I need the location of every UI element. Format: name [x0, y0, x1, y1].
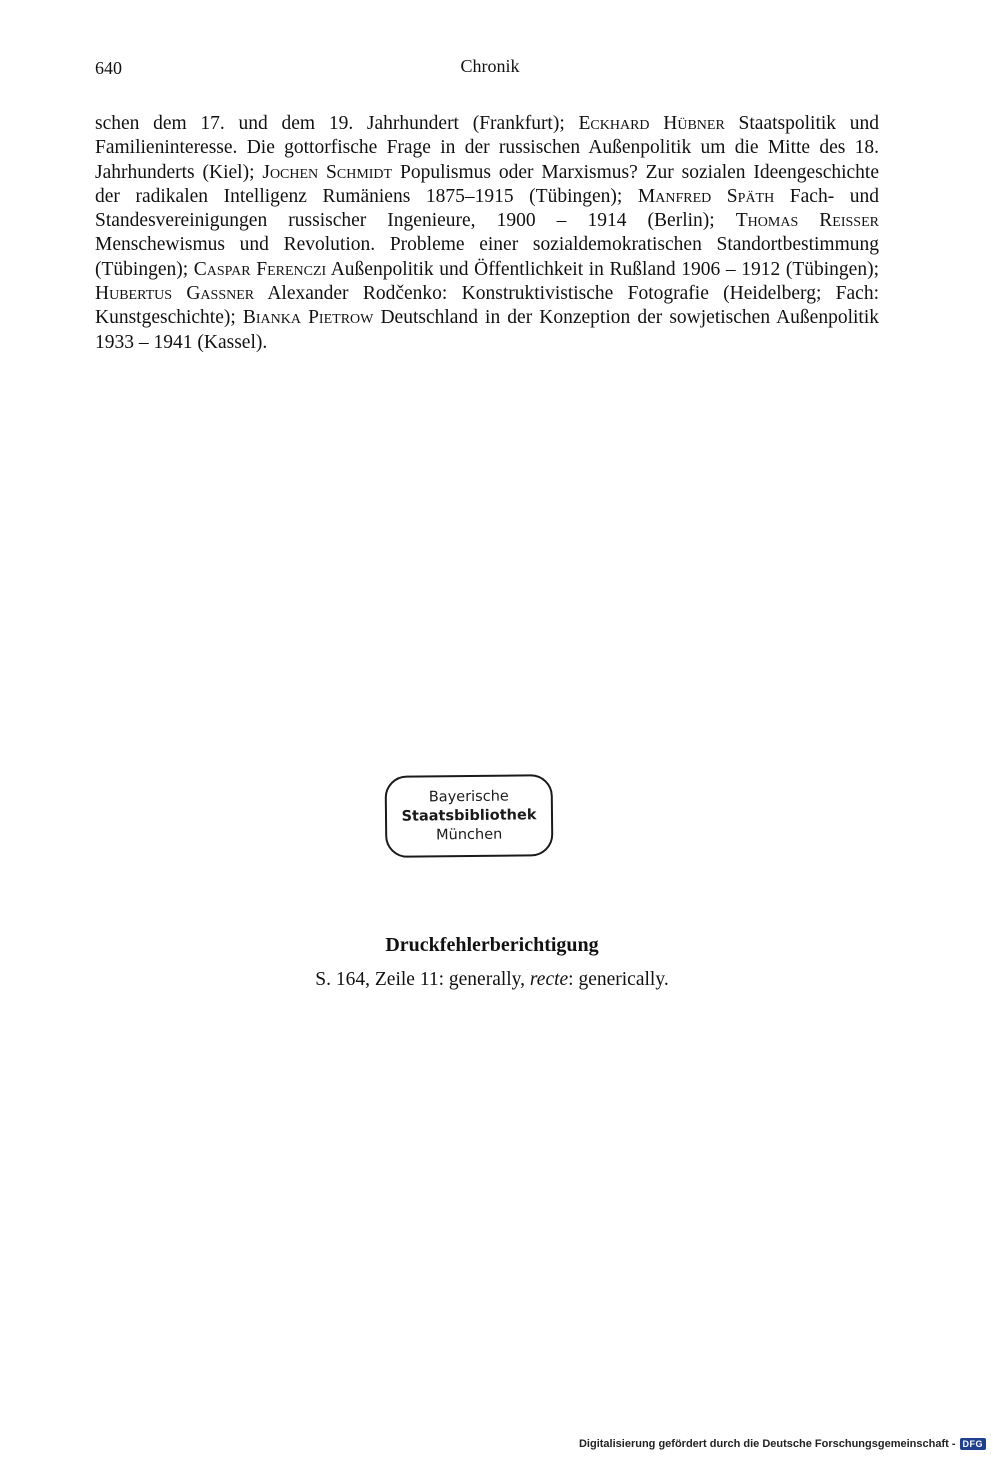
- dfg-logo-icon: DFG: [960, 1438, 987, 1450]
- errata-suffix: : generically.: [568, 969, 669, 990]
- author-name: Caspar Ferenczi: [193, 258, 327, 280]
- text-segment: Deutschland in der Konzeption der sowjetischen Außenpolitik 1933 – 1941 (Kassel).: [95, 307, 879, 353]
- chronik-paragraph: [95, 112, 879, 355]
- library-stamp: [385, 774, 554, 858]
- text-segment: Fach- und Standesvereinigungen russischer Ingenieure, 1900 – 1914 (Berlin);: [95, 185, 880, 232]
- errata-prefix: S. 164, Zeile 11: generally,: [315, 969, 530, 990]
- digitization-footer: [579, 1438, 986, 1450]
- errata-line: [0, 969, 984, 991]
- text-segment: Staatspolitik und Familieninteresse. Die gottorfische Frage in der russischen Außenpolitik um die Mitte des 18. Jahrhunderts (Kiel);: [95, 113, 880, 183]
- footer-text: Digitalisierung gefördert durch die Deutsche Forschungsgemeinschaft -: [578, 1438, 956, 1450]
- text-segment: Außenpolitik und Öffentlichkeit in Rußland 1906 – 1912 (Tübingen);: [326, 258, 879, 280]
- errata-title: Druckfehlerberichtigung: [385, 934, 599, 956]
- stamp-line: Staatsbibliothek: [401, 806, 537, 825]
- stamp-line: München: [436, 826, 503, 843]
- text-segment: Populismus oder Marxismus? Zur sozialen Ideengeschichte der radikalen Intelligenz Rumäniens 1875–1915 (Tübingen);: [95, 161, 880, 207]
- author-name: Jochen Schmidt: [262, 161, 393, 183]
- text-segment: Alexander Rodčenko: Konstruktivistische Fotografie (Heidelberg; Fach: Kunstgeschichte);: [95, 283, 879, 329]
- author-name: Thomas Reisser: [735, 210, 879, 232]
- author-name: Eckhard Hübner: [578, 113, 725, 134]
- text-segment: schen dem 17. und dem 19. Jahrhundert (Frankfurt);: [95, 113, 579, 134]
- errata-recte: recte: [529, 969, 569, 990]
- running-head: Chronik: [460, 56, 520, 76]
- author-name: Hubertus Gassner: [95, 283, 255, 305]
- author-name: Manfred Späth: [637, 185, 775, 207]
- stamp-line: Bayerische: [428, 788, 509, 805]
- author-name: Bianka Pietrow: [242, 307, 374, 329]
- page-number: 640: [95, 58, 122, 78]
- text-segment: Menschewismus und Revolution. Probleme einer sozialdemokratischen Standortbestimmung (Tübingen);: [95, 234, 879, 280]
